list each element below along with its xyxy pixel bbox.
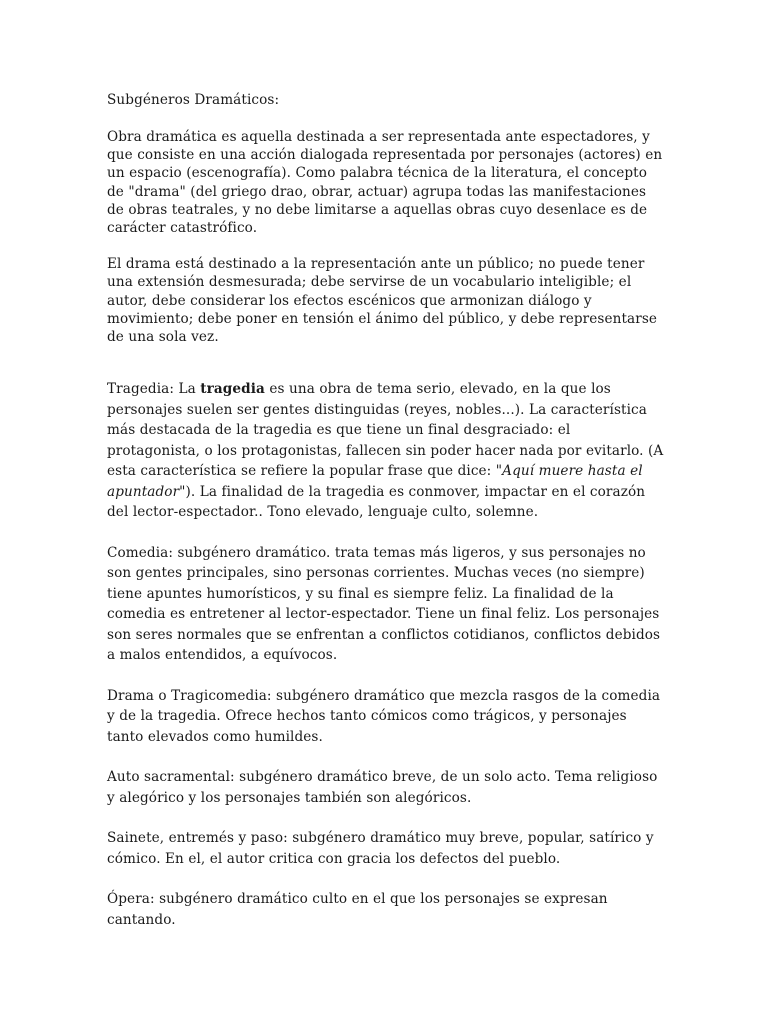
tragedia-label: Tragedia: La [107, 381, 201, 398]
tragedia-text-2: ). La finalidad de la tragedia es conmover, impactar en el corazón del lector-espectador.. Tono elevado, lenguaje culto, solemne. [107, 483, 646, 521]
tragedia-paragraph [107, 379, 667, 523]
tragedia-quote: "Aquí muere hasta el apuntador" [107, 463, 643, 500]
tragedia-text-1: es una obra de tema serio, elevado, en la que los personajes suelen ser gentes distinguidas (reyes, nobles...). La característica más destacada de la tragedia es que tiene un final desgraciado: el protagonista, o los protagonistas, fallecen sin poder hacer nada por evitarlo. (A esta característica se refiere la popular frase que dice: [107, 381, 664, 480]
auto-sacramental-paragraph: Auto sacramental: subgénero dramático breve, de un solo acto. Tema religioso y alegórico y los personajes también son alegóricos. [107, 769, 658, 806]
opera-paragraph: Ópera: subgénero dramático culto en el que los personajes se expresan cantando. [107, 891, 608, 928]
sainete-paragraph: Sainete, entremés y paso: subgénero dramático muy breve, popular, satírico y cómico. En el, el autor critica con gracia los defectos del pueblo. [107, 830, 654, 867]
drama-paragraph: Drama o Tragicomedia: subgénero dramático que mezcla rasgos de la comedia y de la tragedia. Ofrece hechos tanto cómicos como trágicos, y personajes tanto elevados como humildes. [107, 687, 661, 745]
intro-paragraph-2: El drama está destinado a la representación ante un público; no puede tener una extensión desmesurada; debe servirse de un vocabulario inteligible; el autor, debe considerar los efectos escénicos que armonizan diálogo y movimiento; debe poner en tensión el ánimo del público, y debe representarse de una sola vez. [107, 256, 658, 346]
comedia-paragraph: Comedia: subgénero dramático. trata temas más ligeros, y sus personajes no son gentes principales, sino personas corrientes. Muchas veces (no siempre) tiene apuntes humorísticos, y su final es siempre feliz. La finalidad de la comedia es entretener al lector-espectador. Tiene un final feliz. Los personajes son seres normales que se enfrentan a conflictos cotidianos, conflictos debidos a malos entendidos, a equívocos. [107, 544, 661, 664]
document-page [107, 90, 667, 930]
intro-paragraph-1: Obra dramática es aquella destinada a ser representada ante espectadores, y que consiste en una acción dialogada representada por personajes (actores) en un espacio (escenografía). Como palabra técnica de la literatura, el concepto de "drama" (del griego drao, obrar, actuar) agrupa todas las manifestaciones de obras teatrales, y no debe limitarse a aquellas obras cuyo desenlace es de carácter catastrófico. [107, 129, 663, 237]
tragedia-term: tragedia [200, 381, 265, 398]
document-heading: Subgéneros Dramáticos: [107, 92, 280, 108]
